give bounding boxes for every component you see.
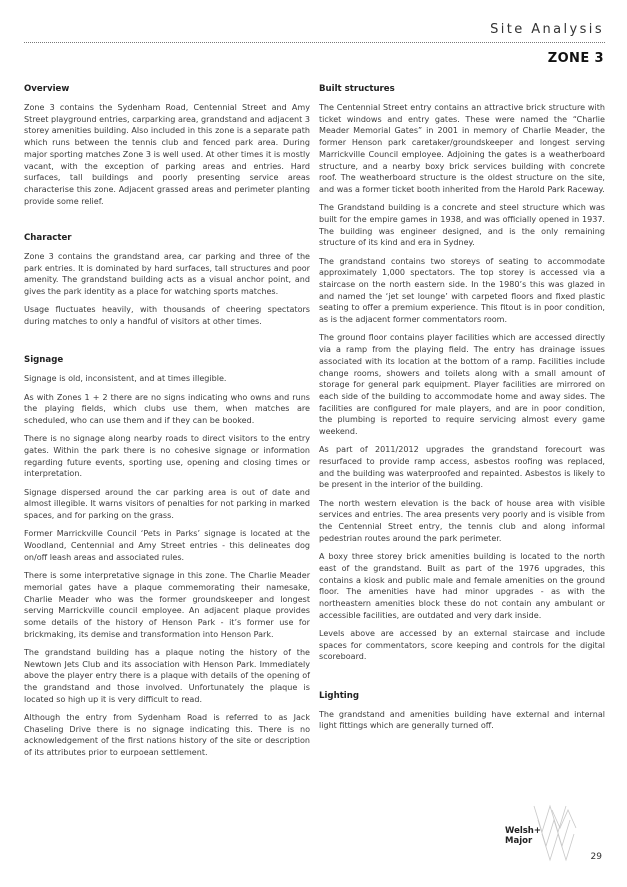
logo-line-2: Major bbox=[505, 836, 533, 846]
overview-paragraph: Zone 3 contains the Sydenham Road, Centennial Street and Amy Street playground entries, carparking area, grandstand and adjacent 3 storey amenities building. Also included in this zone is a separate path which runs between the tennis club and fenced park area. During major sporting matches Zone 3 is well used. At other times it is mostly vacant, with the exception of parking areas and entries. Hard surfaces, tall buildings and poorly presenting service areas characterise this zone. Adjacent grassed areas and perimeter planting provide some relief. bbox=[24, 103, 310, 206]
signage-paragraph: Signage dispersed around the car parking area is out of date and almost illegible. It warns visitors of penalties for not parking in marked spaces, and for parking on the grass. bbox=[24, 487, 310, 521]
logo-line-1: Welsh+ bbox=[505, 826, 541, 836]
built-structures-paragraph: The ground floor contains player facilities which are accessed directly via a ramp from the playing field. The entry has drainage issues associated with its location at the bottom of a ramp. Facilities include change rooms, showers and toilets along with a small amount of storage for general park equipment. Player facilities are mirrored on each side of the building to accommodate home and away sides. The facilities are configured for male players, and are in poor condition, the plumbing is reported to require servicing almost every game weekend. bbox=[319, 333, 605, 437]
zone-title: ZONE 3 bbox=[547, 51, 604, 66]
built-structures-section bbox=[319, 84, 605, 663]
section-title: Site Analysis bbox=[490, 22, 604, 37]
built-structures-paragraph: The north western elevation is the back of house area with visible services and entries. The area presents very poorly and is visible from the Centennial Street entry, the tennis club and along informal pedestrian routes around the park perimeter. bbox=[319, 498, 605, 543]
header-divider bbox=[24, 42, 605, 43]
character-paragraph: Usage fluctuates heavily, with thousands of cheering spectators during matches to only a handful of visitors at other times. bbox=[24, 305, 310, 327]
signage-paragraph: The grandstand building has a plaque noting the history of the Newtown Jets Club and its association with Henson Park. Immediately above the player entry there is a plaque with details of the opening of the grandstand and those involved. Unfortunately the plaque is located so high up it is very difficult to read. bbox=[24, 647, 310, 704]
signage-paragraph: Although the entry from Sydenham Road is referred to as Jack Chaseling Drive there is no signage indicating this. There is no acknowledgement of the first nations history of the site or description of its attributes prior to eurpoean settlement. bbox=[24, 713, 310, 758]
right-column bbox=[319, 84, 605, 739]
welsh-major-logo bbox=[505, 826, 541, 846]
overview-heading: Overview bbox=[24, 84, 70, 94]
signage-section bbox=[24, 355, 310, 759]
overview-section bbox=[24, 84, 310, 207]
signage-paragraph: There is some interpretative signage in this zone. The Charlie Meader memorial gates have a plaque commemorating their namesake, Charlie Meader who was the former groundskeeper and longest serving Marrickville council employee. An adjacent plaque provides some details of the history of Henson Park - it’s former use for brickmaking, its demise and transformation into Henson Park. bbox=[24, 571, 310, 639]
built-structures-paragraph: The grandstand contains two storeys of seating to accommodate approximately 1,000 spectators. The top storey is accessed via a staircase on the north eastern side. In the 1980’s this was glazed in and named the ‘jet set lounge’ with carpeted floors and fixed plastic seating to offer a premium experience. This fitout is in poor condition, as is the adjacent former commentators room. bbox=[319, 256, 605, 325]
signage-heading: Signage bbox=[24, 355, 64, 366]
built-structures-heading: Built structures bbox=[319, 84, 395, 94]
built-structures-paragraph: Levels above are accessed by an external staircase and include spaces for commentators, score keeping and controls for the digital scoreboard. bbox=[319, 628, 605, 662]
built-structures-paragraph: The Centennial Street entry contains an attractive brick structure with ticket windows and entry gates. These were named the “Charlie Meader Memorial Gates” in 2001 in memory of Charlie Meader, the former Henson park caretaker/groundskeeper and longest serving Marrickville Council employee. Adjoining the gates is a weatherboard structure, and a nearby boxy brick services building with concrete roof. The weatherboard structure is the oldest structure on the site, and was a former ticket booth inherited from the Harold Park Raceway. bbox=[319, 103, 605, 194]
signage-paragraph: As with Zones 1 + 2 there are no signs indicating who owns and runs the playing fields, which clubs use them, when matches are scheduled, who can use them and if they can be booked. bbox=[24, 392, 310, 426]
built-structures-paragraph: A boxy three storey brick amenities building is located to the north east of the grandstand. Built as part of the 1976 upgrades, this contains a kiosk and public male and female amenities on the ground floor. The amenities have had minor upgrades - as with the northeastern amenities block these do not contain any ambulant or accessible facilities, are outdated and very dark inside. bbox=[319, 552, 605, 620]
built-structures-paragraph: As part of 2011/2012 upgrades the grandstand forecourt was resurfaced to provide ramp access, asbestos roofing was replaced, and the building was waterproofed and repainted. Asbestos is likely to be present in the interior of the building. bbox=[319, 445, 605, 490]
page-number: 29 bbox=[590, 852, 602, 862]
lighting-section bbox=[319, 691, 605, 732]
lighting-heading: Lighting bbox=[319, 690, 360, 701]
signage-paragraph: Former Marrickville Council ‘Pets in Parks’ signage is located at the Woodland, Centennial and Amy Street entries - this delineates dog on/off leash areas and associated rules. bbox=[24, 529, 310, 562]
character-heading: Character bbox=[24, 232, 72, 243]
signage-paragraph: Signage is old, inconsistent, and at times illegible. bbox=[24, 374, 227, 384]
character-section bbox=[24, 233, 310, 328]
signage-paragraph: There is no signage along nearby roads to direct visitors to the entry gates. Within the park there is no cohesive signage or information regarding future events, sporting use, opening and closing times or interpretation. bbox=[24, 434, 310, 479]
left-column bbox=[24, 84, 310, 765]
character-paragraph: Zone 3 contains the grandstand area, car parking and three of the park entries. It is dominated by hard surfaces, tall structures and poor amenity. The grandstand building acts as a visual anchor point, and gives the park identity as a place for watching sports matches. bbox=[24, 251, 310, 297]
lighting-paragraph: The grandstand and amenities building have external and internal light fittings which are generally turned off. bbox=[319, 709, 605, 731]
built-structures-paragraph: The Grandstand building is a concrete and steel structure which was built for the empire games in 1938, and was officially opened in 1937. The building was engineer designed, and is the only remaining structure of its kind and era in Sydney. bbox=[319, 203, 605, 248]
